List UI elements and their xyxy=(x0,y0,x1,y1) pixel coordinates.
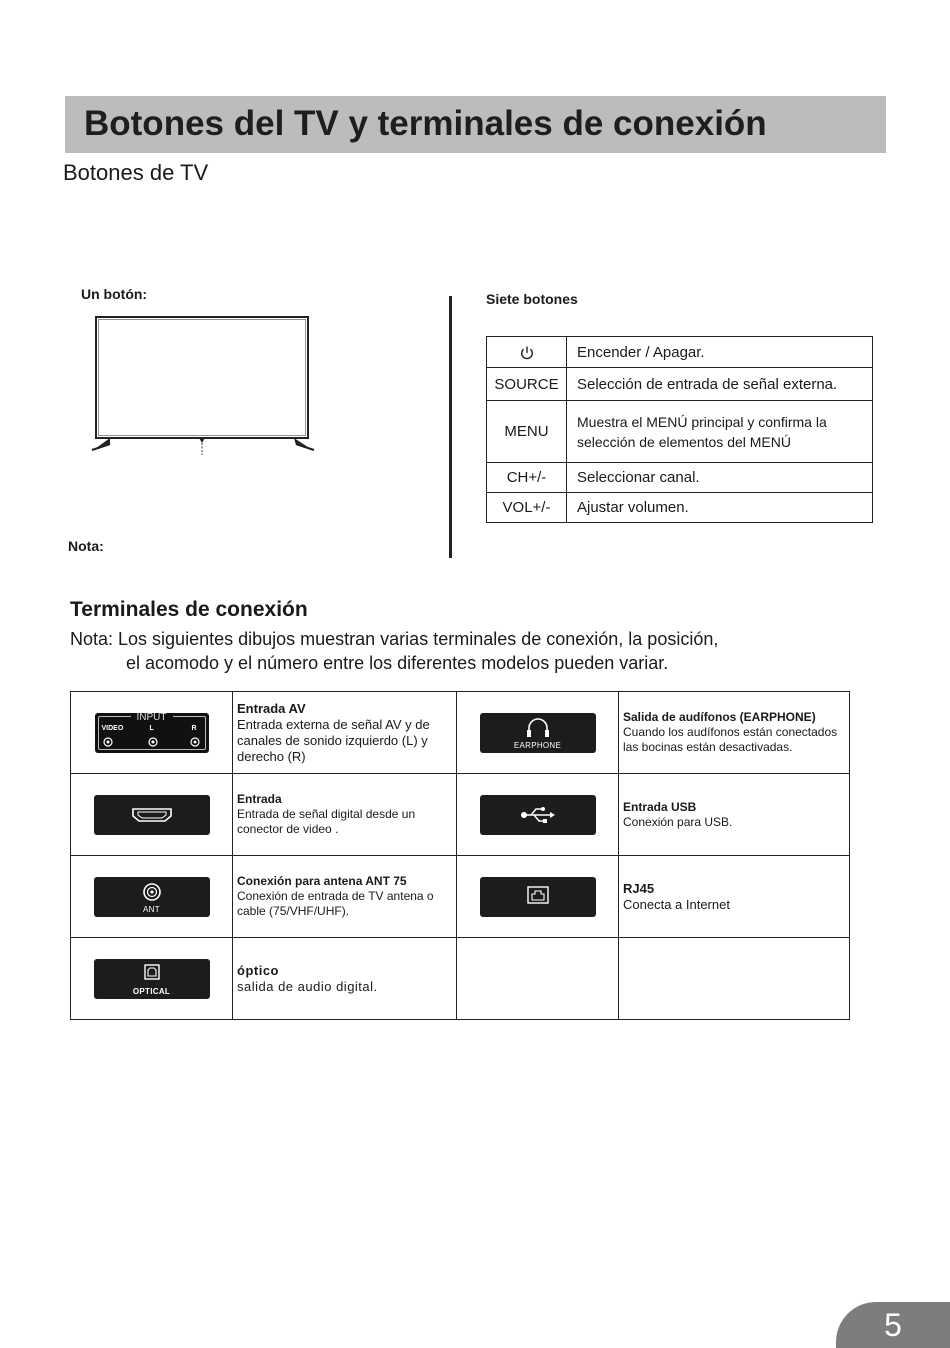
optical-icon xyxy=(144,964,160,980)
button-desc: Seleccionar canal. xyxy=(567,463,873,493)
table-row xyxy=(487,368,873,401)
terminal-text: Entrada de señal digital desde un conector de video . xyxy=(237,807,416,836)
terminal-icon-cell xyxy=(457,856,619,938)
buttons-table xyxy=(486,336,873,523)
av-input-title: INPUT xyxy=(136,711,167,723)
table-row xyxy=(487,401,873,463)
terminal-title: Entrada AV xyxy=(237,700,306,716)
table-row xyxy=(71,774,850,856)
terminal-title: Entrada USB xyxy=(623,799,697,814)
jack-label-r: R xyxy=(191,724,197,732)
empty-cell xyxy=(457,938,619,1020)
terminals-note-line1: Nota: Los siguientes dibujos muestran varias terminales de conexión, la posición, xyxy=(70,629,719,649)
hdmi-icon xyxy=(132,807,172,823)
seven-buttons-label: Siete botones xyxy=(486,291,578,307)
ethernet-icon xyxy=(527,886,549,904)
antenna-port-label: ANT xyxy=(143,904,160,914)
table-row xyxy=(487,493,873,523)
jack-label-l: L xyxy=(149,724,154,732)
terminal-icon-cell xyxy=(71,774,233,856)
av-input-port-icon xyxy=(95,713,209,753)
tv-illustration xyxy=(88,314,318,459)
optical-port-icon xyxy=(94,959,210,999)
rj45-port-icon xyxy=(480,877,596,917)
optical-port-label: OPTICAL xyxy=(132,986,171,996)
terminal-desc-cell xyxy=(619,774,850,856)
terminal-text: salida de audio digital. xyxy=(237,978,378,994)
jack-label-video: VIDEO xyxy=(101,724,124,732)
button-key: VOL+/- xyxy=(487,493,567,523)
one-button-label: Un botón: xyxy=(81,286,148,302)
coax-icon xyxy=(142,882,162,902)
terminal-title: Entrada xyxy=(237,792,282,806)
button-desc: Selección de entrada de señal externa. xyxy=(567,368,873,401)
button-desc: Encender / Apagar. xyxy=(567,337,873,368)
hdmi-port-icon xyxy=(94,795,210,835)
antenna-port-icon xyxy=(94,877,210,917)
terminal-title: Conexión para antena ANT 75 xyxy=(237,874,407,888)
empty-cell xyxy=(619,938,850,1020)
terminal-icon-cell xyxy=(71,856,233,938)
page-title: Botones del TV y terminales de conexión xyxy=(84,104,767,143)
terminal-desc-cell xyxy=(233,774,457,856)
terminal-title: óptico xyxy=(237,962,279,978)
headphone-icon xyxy=(524,717,552,739)
terminal-text: Conecta a Internet xyxy=(623,896,730,912)
terminal-desc-cell xyxy=(233,856,457,938)
earphone-port-label: EARPHONE xyxy=(513,740,562,750)
terminal-desc-cell xyxy=(619,856,850,938)
power-key-cell xyxy=(487,337,567,368)
terminal-desc-cell xyxy=(233,938,457,1020)
terminal-text: Conexión de entrada de TV antena o cable (75/VHF/UHF). xyxy=(237,889,434,918)
terminal-text: Cuando los audífonos están conectados las bocinas están desactivadas. xyxy=(623,725,838,754)
button-desc: Ajustar volumen. xyxy=(567,493,873,523)
button-key: MENU xyxy=(487,401,567,463)
terminal-title: Salida de audífonos (EARPHONE) xyxy=(623,710,816,724)
terminal-icon-cell xyxy=(71,692,233,774)
button-key: CH+/- xyxy=(487,463,567,493)
table-row xyxy=(487,337,873,368)
usb-port-icon xyxy=(480,795,596,835)
column-divider xyxy=(449,296,452,558)
terminal-desc-cell xyxy=(619,692,850,774)
table-row xyxy=(71,938,850,1020)
terminal-icon-cell xyxy=(457,692,619,774)
button-desc: Muestra el MENÚ principal y confirma la selección de elementos del MENÚ xyxy=(567,401,873,463)
rca-jacks-icon xyxy=(95,713,209,753)
terminals-note-line2: el acomodo y el número entre los diferentes modelos pueden variar. xyxy=(126,653,669,673)
table-row xyxy=(71,856,850,938)
usb-icon xyxy=(520,805,556,825)
section-subtitle: Botones de TV xyxy=(63,160,209,185)
earphone-port-icon xyxy=(480,713,596,753)
terminals-table xyxy=(70,691,850,1020)
terminal-icon-cell xyxy=(71,938,233,1020)
note-label: Nota: xyxy=(68,538,104,554)
terminal-text: Conexión para USB. xyxy=(623,814,733,829)
page-number: 5 xyxy=(884,1307,902,1343)
terminal-text: Entrada externa de señal AV y de canales de sonido izquierdo (L) y derecho (R) xyxy=(237,716,430,764)
terminals-heading: Terminales de conexión xyxy=(70,598,308,621)
power-icon xyxy=(519,345,535,361)
terminal-desc-cell xyxy=(233,692,457,774)
terminal-title: RJ45 xyxy=(623,880,655,896)
table-row xyxy=(71,692,850,774)
table-row xyxy=(487,463,873,493)
terminal-icon-cell xyxy=(457,774,619,856)
button-key: SOURCE xyxy=(487,368,567,401)
